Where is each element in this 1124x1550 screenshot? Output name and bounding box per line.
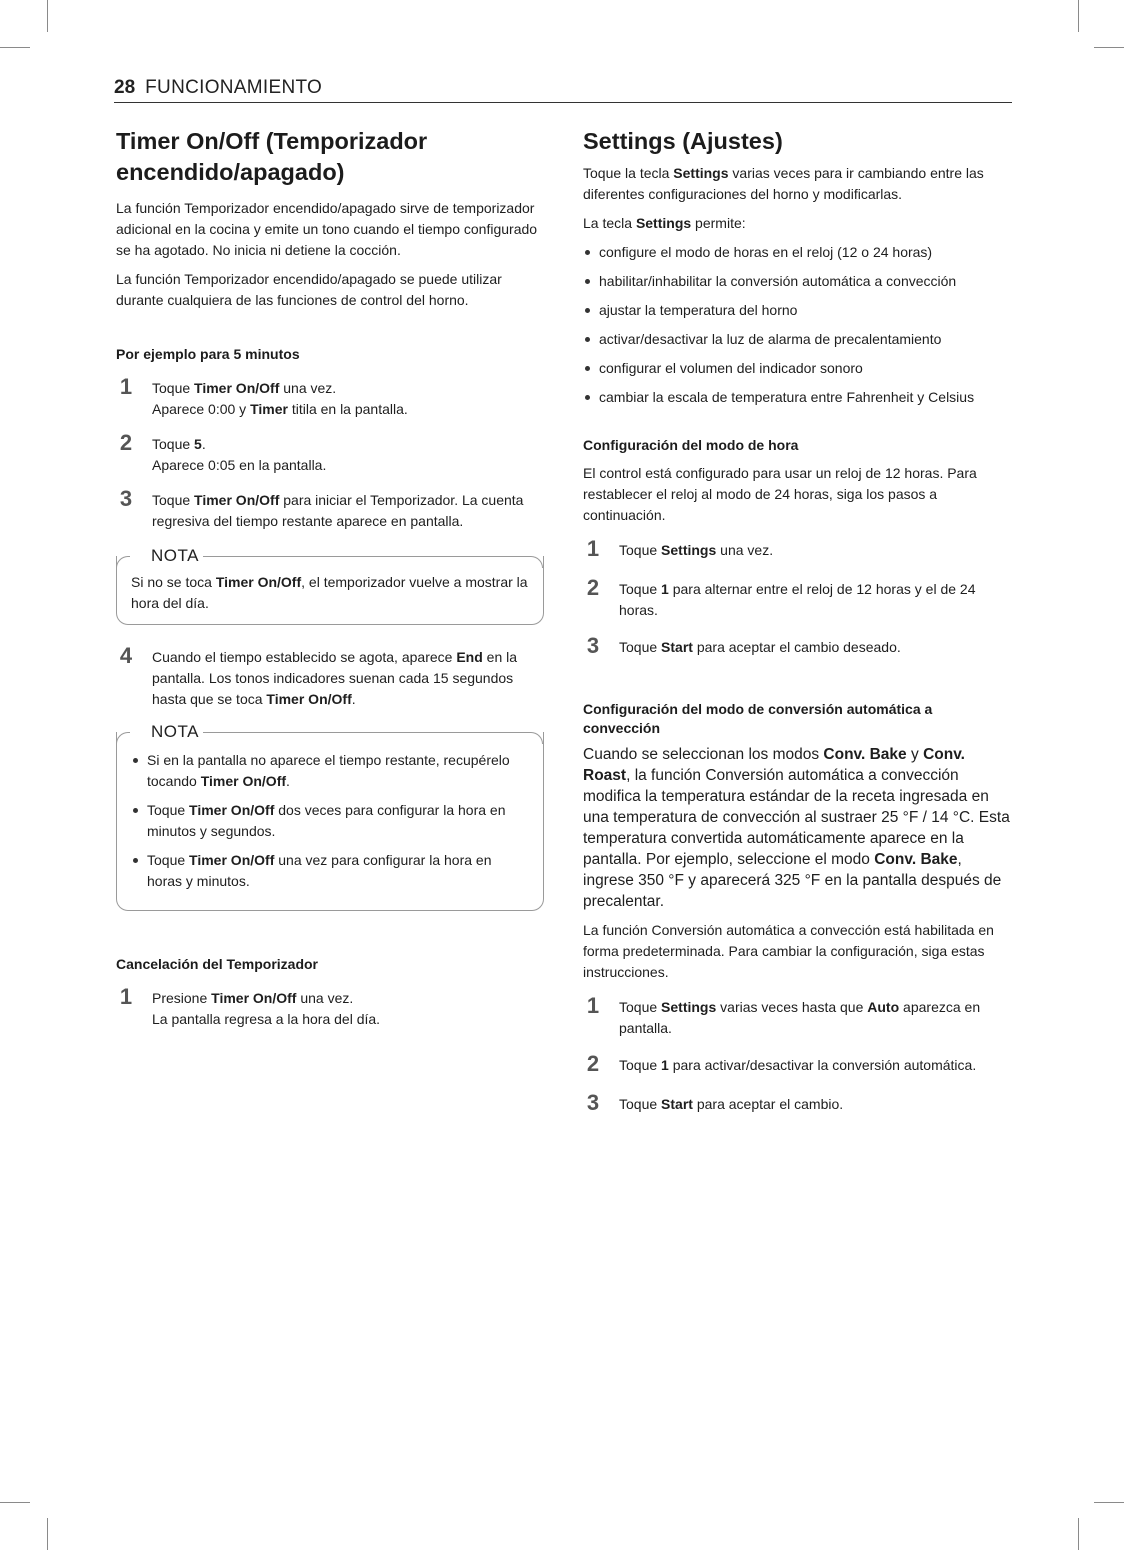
step-number: 3 (119, 486, 133, 511)
clock-intro: El control está configurado para usar un reloj de 12 horas. Para restablecer el reloj al modo de 24 horas, siga los pasos a continuación. (583, 465, 977, 523)
note-text: Si no se toca Timer On/Off, el temporizador vuelve a mostrar la hora del día. (131, 574, 528, 611)
example-heading: Por ejemplo para 5 minutos (116, 346, 300, 362)
settings-intro-2: La tecla Settings permite: (583, 215, 746, 231)
list-item: Si en la pantalla no aparece el tiempo restante, recupérelo tocando Timer On/Off. (131, 750, 529, 792)
settings-intro-1: Toque la tecla Settings varias veces para ir cambiando entre las diferentes configuraciones del horno y modificarlas. (583, 165, 984, 202)
note-box-2 (116, 722, 544, 911)
crop-mark (0, 47, 30, 48)
crop-mark (1078, 0, 1079, 32)
right-column (583, 126, 1013, 1115)
list-item: habilitar/inhabilitar la conversión automática a convección (583, 271, 1013, 292)
list-item: Toque Timer On/Off una vez para configurar la hora en horas y minutos. (131, 850, 529, 892)
timer-step-1: 1 Toque Timer On/Off una vez. Aparece 0:00 y Timer titila en la pantalla. (116, 378, 544, 420)
crop-mark (47, 0, 48, 32)
settings-list (583, 242, 1013, 408)
note-label: NOTA (147, 545, 203, 567)
timer-step-3: 3 Toque Timer On/Off para iniciar el Temporizador. La cuenta regresiva del tiempo restante aparece en pantalla. (116, 490, 544, 532)
cancel-step-1: 1 Presione Timer On/Off una vez. La pantalla regresa a la hora del día. (116, 988, 544, 1030)
step-number: 2 (586, 1051, 600, 1076)
step-number: 2 (119, 430, 133, 455)
timer-intro-1: La función Temporizador encendido/apagado sirve de temporizador adicional en la cocina y emite un tono cuando el tiempo configurado se ha agotado. No inicia ni detiene la cocción. (116, 200, 538, 258)
page-number: 28 (114, 77, 136, 98)
settings-title: Settings (Ajustes) (583, 128, 783, 154)
note-list (131, 750, 529, 892)
clock-step-3: 3 Toque Start para aceptar el cambio deseado. (583, 637, 1013, 658)
page-header (114, 77, 1012, 103)
step-number: 1 (119, 374, 133, 399)
conv-step-1: 1 Toque Settings varias veces hasta que Auto aparezca en pantalla. (583, 997, 1013, 1039)
clock-step-1: 1 Toque Settings una vez. (583, 540, 1013, 561)
note-box-1 (116, 546, 544, 625)
crop-mark (0, 1502, 30, 1503)
list-item: ajustar la temperatura del horno (583, 300, 1013, 321)
step-number: 2 (586, 575, 600, 600)
timer-step-4: 4 Cuando el tiempo establecido se agota, aparece End en la pantalla. Los tonos indicadores suenan cada 15 segundos hasta que se toca Timer On/Off. (116, 647, 544, 710)
step-number: 1 (586, 993, 600, 1018)
step-number: 1 (119, 984, 133, 1009)
step-number: 4 (119, 643, 133, 668)
crop-mark (47, 1518, 48, 1550)
conv-paragraph-1: Cuando se seleccionan los modos Conv. Bake y Conv. Roast, la función Conversión automática a convección modifica la temperatura estándar de la receta ingresada en una temperatura de convección al sustraer 25 °F / 14 °C. Esta temperatura convertida automáticamente aparece en la pantalla. Por ejemplo, seleccione el modo Conv. Bake, ingrese 350 °F y aparecerá 325 °F en la pantalla después de precalentar. (583, 746, 1010, 910)
conv-step-2: 2 Toque 1 para activar/desactivar la conversión automática. (583, 1055, 1013, 1076)
clock-step-2: 2 Toque 1 para alternar entre el reloj de 12 horas y el de 24 horas. (583, 579, 1013, 621)
clock-heading: Configuración del modo de hora (583, 437, 799, 453)
crop-mark (1078, 1518, 1079, 1550)
section-title: FUNCIONAMIENTO (145, 77, 323, 98)
cancel-heading: Cancelación del Temporizador (116, 956, 319, 972)
left-column (116, 126, 544, 1030)
step-number: 3 (586, 633, 600, 658)
timer-intro-2: La función Temporizador encendido/apagado se puede utilizar durante cualquiera de las funciones de control del horno. (116, 271, 502, 308)
timer-title: Timer On/Off (Temporizador encendido/apagado) (116, 128, 428, 185)
step-number: 1 (586, 536, 600, 561)
list-item: Toque Timer On/Off dos veces para configurar la hora en minutos y segundos. (131, 800, 529, 842)
crop-mark (1094, 1502, 1124, 1503)
list-item: cambiar la escala de temperatura entre Fahrenheit y Celsius (583, 387, 1013, 408)
conv-heading: Configuración del modo de conversión automática a convección (583, 701, 933, 736)
conv-step-3: 3 Toque Start para aceptar el cambio. (583, 1094, 1013, 1115)
conv-paragraph-2: La función Conversión automática a convección está habilitada en forma predeterminada. Para cambiar la configuración, siga estas instrucciones. (583, 922, 994, 980)
list-item: configure el modo de horas en el reloj (12 o 24 horas) (583, 242, 1013, 263)
step-number: 3 (586, 1090, 600, 1115)
timer-step-2: 2 Toque 5. Aparece 0:05 en la pantalla. (116, 434, 544, 476)
list-item: activar/desactivar la luz de alarma de precalentamiento (583, 329, 1013, 350)
crop-mark (1094, 47, 1124, 48)
note-label: NOTA (147, 721, 203, 743)
list-item: configurar el volumen del indicador sonoro (583, 358, 1013, 379)
